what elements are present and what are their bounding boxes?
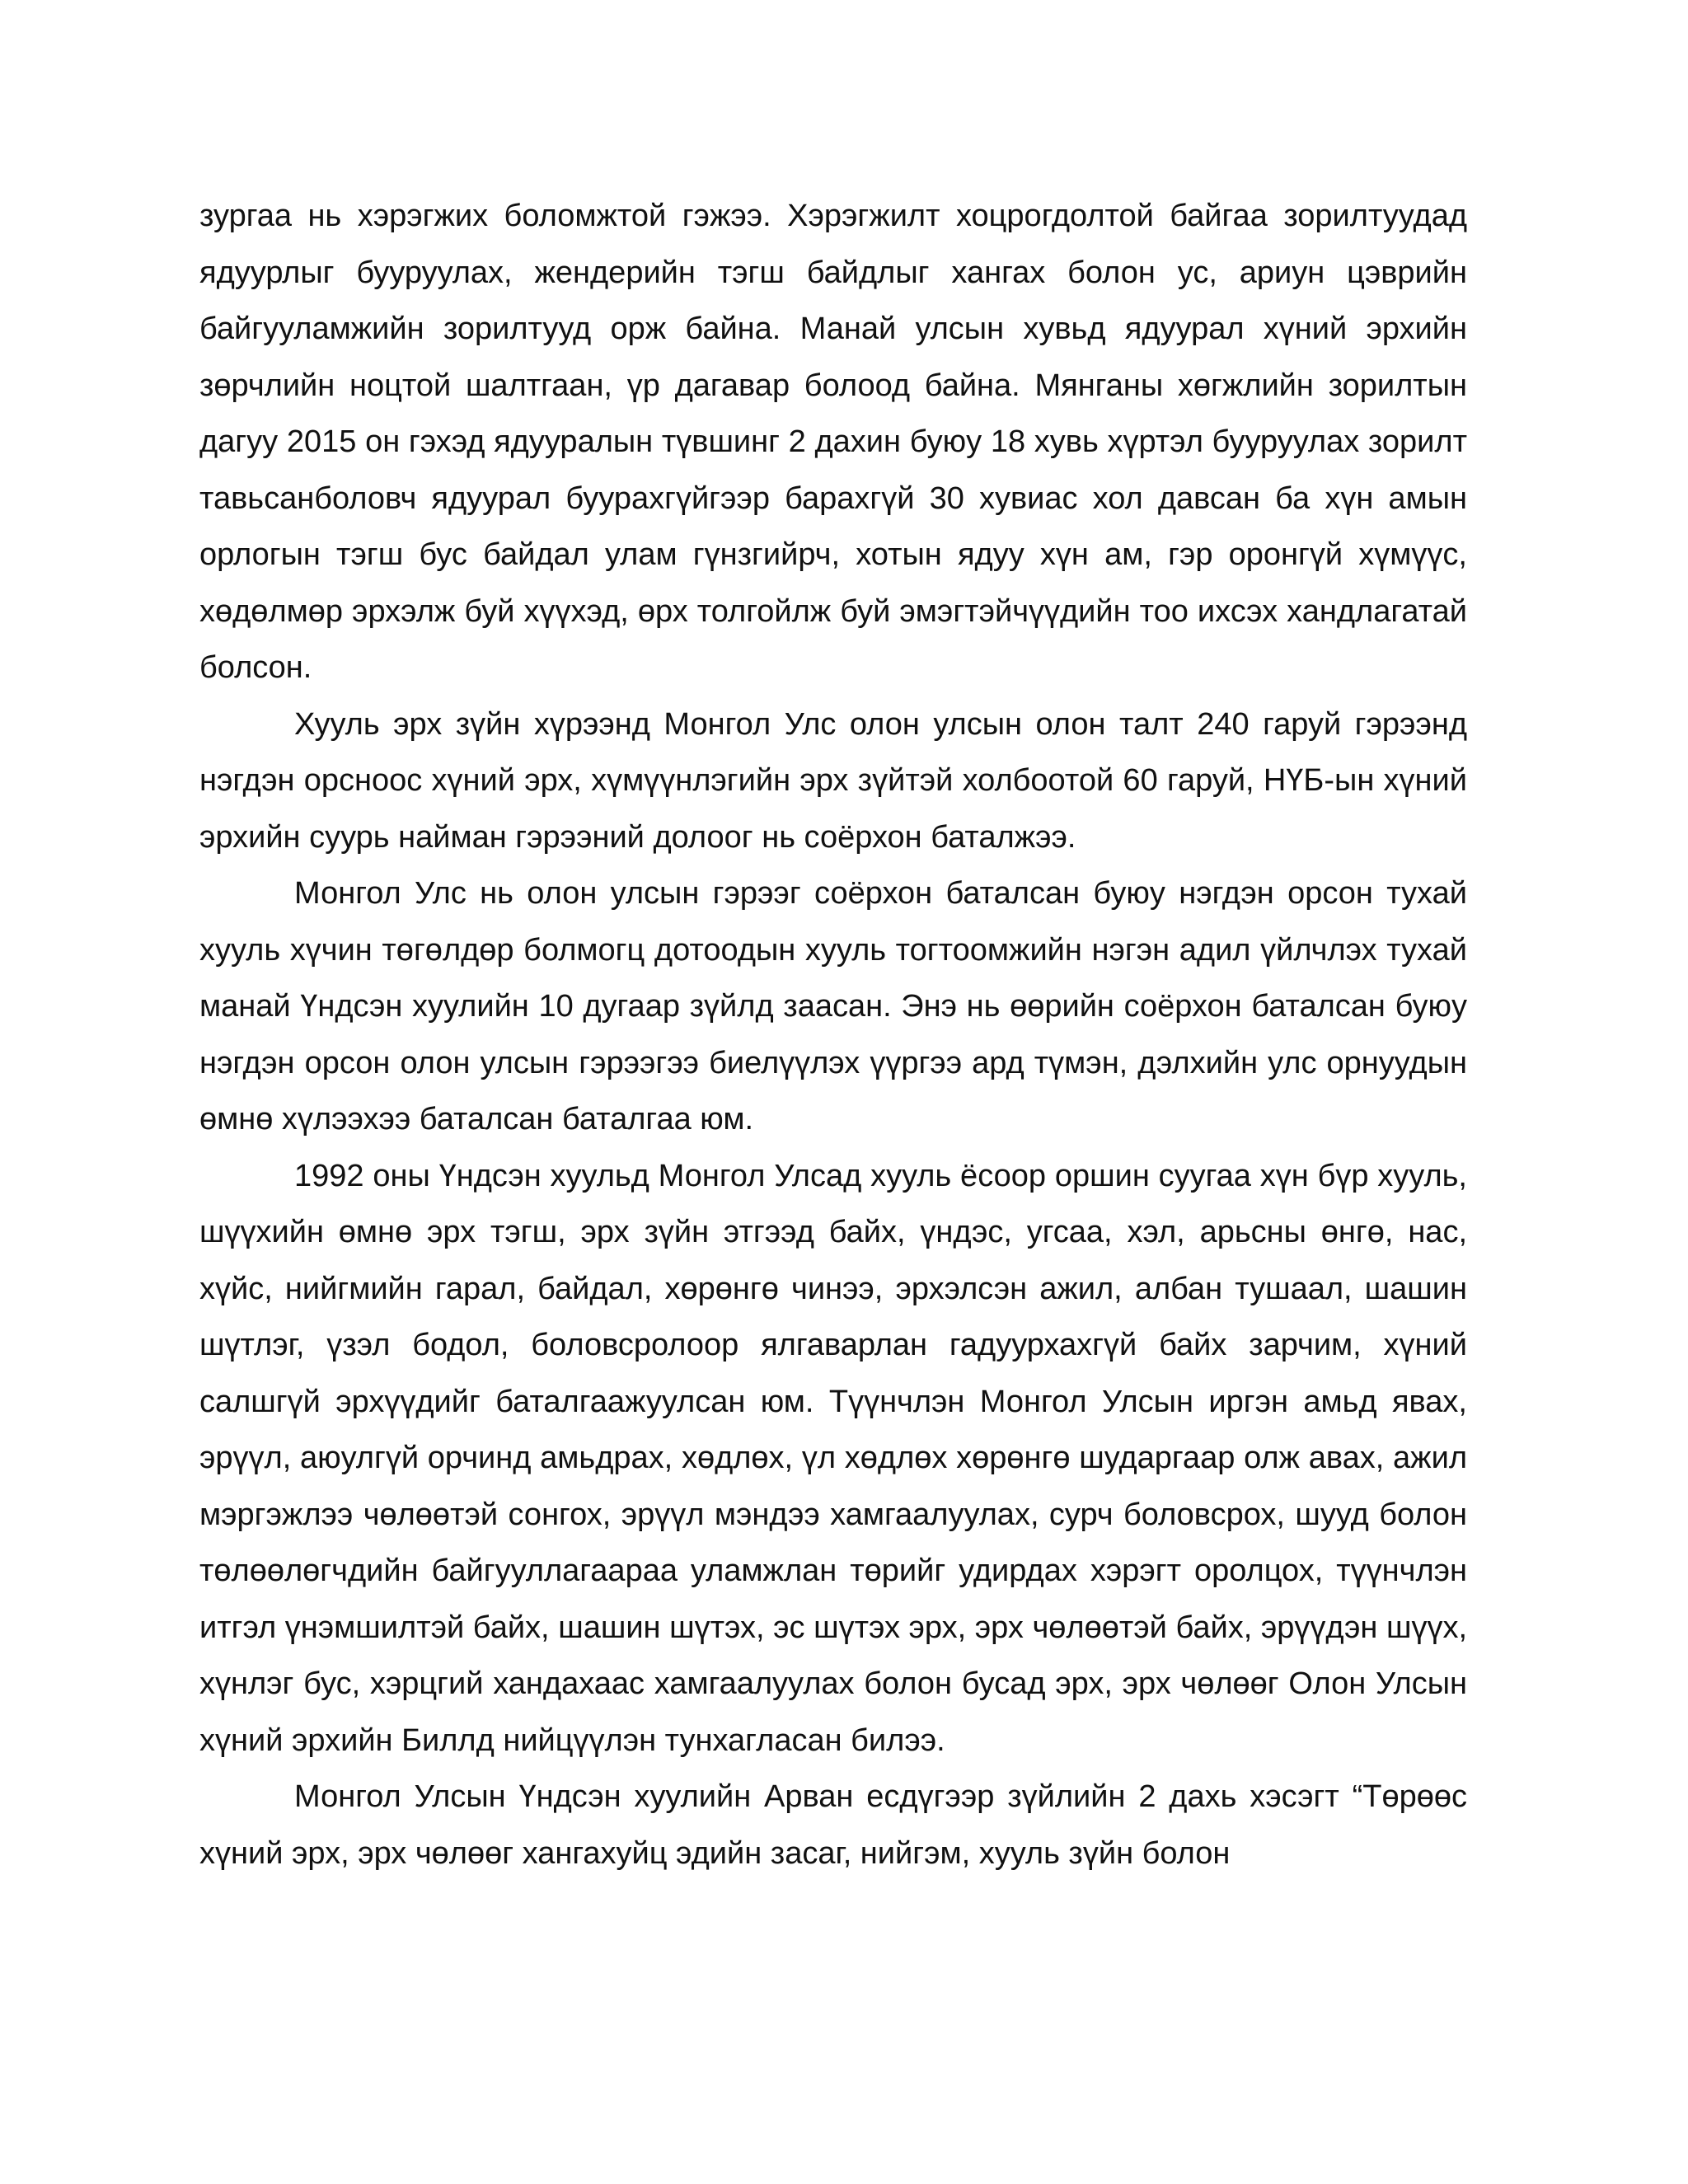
paragraph-1: зургаа нь хэрэгжих боломжтой гэжээ. Хэрэгжилт хоцрогдолтой байгаа зорилтуудад ядуурлыг бууруулах, жендерийн тэгш байдлыг хангах болон ус, ариун цэврийн байгууламжийн зорилтууд орж байна. Манай улсын хувьд ядуурал хүний эрхийн зөрчлийн ноцтой шалтгаан, үр дагавар болоод байна. Мянганы хөгжлийн зорилтын дагуу 2015 он гэхэд ядууралын түвшинг 2 дахин буюу 18 хувь хүртэл бууруулах зорилт тавьсанболовч ядуурал буурахгүйгээр барахгүй 30 хувиас хол давсан ба хүн амын орлогын тэгш бус байдал улам гүнзгийрч, хотын ядуу хүн ам, гэр оронгүй хүмүүс, хөдөлмөр эрхэлж буй хүүхэд, өрх толгойлж буй эмэгтэйчүүдийн тоо ихсэх хандлагатай болсон.: [199, 199, 1467, 685]
paragraph-5: Монгол Улсын Үндсэн хуулийн Арван есдүгээр зүйлийн 2 дахь хэсэгт “Төрөөс хүний эрх, эрх чөлөөг хангахуйц эдийн засаг, нийгэм, хууль зүйн болон: [199, 1779, 1467, 1871]
document-page: [199, 188, 1467, 1882]
paragraph-3: Монгол Улс нь олон улсын гэрээг соёрхон баталсан буюу нэгдэн орсон тухай хууль хүчин төгөлдөр болмогц дотоодын хууль тогтоомжийн нэгэн адил үйлчлэх тухай манай Үндсэн хуулийн 10 дугаар зүйлд заасан. Энэ нь өөрийн соёрхон баталсан буюу нэгдэн орсон олон улсын гэрээгээ биелүүлэх үүргээ ард түмэн, дэлхийн улс орнуудын өмнө хүлээхээ баталсан баталгаа юм.: [199, 876, 1467, 1137]
paragraph-4: 1992 оны Үндсэн хуульд Монгол Улсад хууль ёсоор оршин суугаа хүн бүр хууль, шүүхийн өмнө эрх тэгш, эрх зүйн этгээд байх, үндэс, угсаа, хэл, арьсны өнгө, нас, хүйс, нийгмийн гарал, байдал, хөрөнгө чинээ, эрхэлсэн ажил, албан тушаал, шашин шүтлэг, үзэл бодол, боловсролоор ялгаварлан гадуурхахгүй байх зарчим, хүний салшгүй эрхүүдийг баталгаажуулсан юм. Түүнчлэн Монгол Улсын иргэн амьд явах, эрүүл, аюулгүй орчинд амьдрах, хөдлөх, үл хөдлөх хөрөнгө шударгаар олж авах, ажил мэргэжлээ чөлөөтэй сонгох, эрүүл мэндээ хамгаалуулах, сурч боловсрох, шууд болон төлөөлөгчдийн байгууллагаараа уламжлан төрийг удирдах хэрэгт оролцох, түүнчлэн итгэл үнэмшилтэй байх, шашин шүтэх, эс шүтэх эрх, эрх чөлөөтэй байх, эрүүдэн шүүх, хүнлэг бус, хэрцгий хандахаас хамгаалуулах болон бусад эрх, эрх чөлөөг Олон Улсын хүний эрхийн Биллд нийцүүлэн тунхагласан билээ.: [199, 1158, 1467, 1758]
paragraph-2: Хууль эрх зүйн хүрээнд Монгол Улс олон улсын олон талт 240 гаруй гэрээнд нэгдэн орсноос хүний эрх, хүмүүнлэгийн эрх зүйтэй холбоотой 60 гаруй, НҮБ-ын хүний эрхийн суурь найман гэрээний долоог нь соёрхон баталжээ.: [199, 706, 1467, 855]
